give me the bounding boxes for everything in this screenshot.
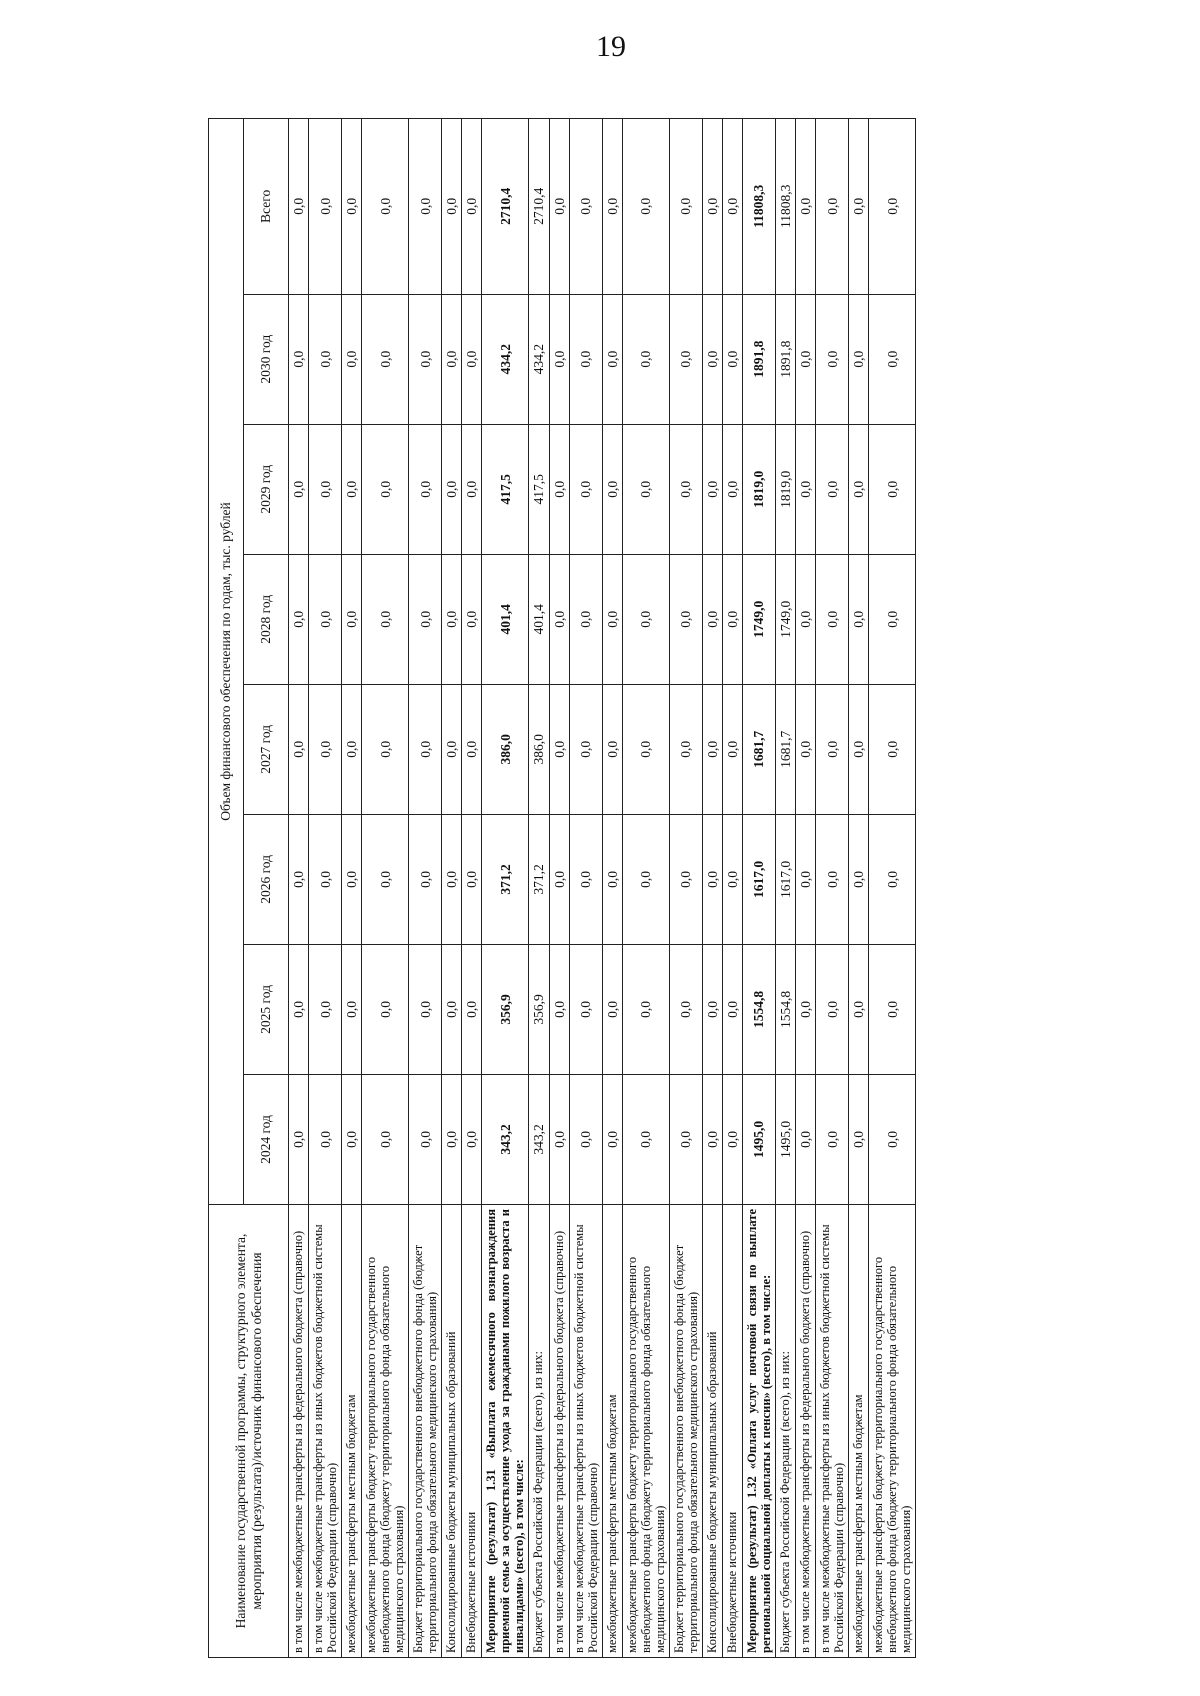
value-cell: 0,0 [342, 119, 362, 295]
value-cell: 1891,8 [775, 294, 795, 424]
value-cell: 0,0 [669, 684, 702, 814]
table-row [309, 119, 342, 1658]
value-cell: 0,0 [816, 944, 849, 1074]
value-cell: 0,0 [342, 294, 362, 424]
value-cell: 0,0 [622, 294, 669, 424]
value-cell: 434,2 [529, 294, 549, 424]
table-row [796, 119, 816, 1658]
value-cell: 1554,8 [775, 944, 795, 1074]
row-name-cell: в том числе межбюджетные трансферты из иных бюджетов бюджетной системы Российской Федерации (справочно) [309, 1205, 342, 1658]
value-cell: 0,0 [849, 119, 869, 295]
table-row [722, 119, 742, 1658]
value-cell: 0,0 [869, 684, 916, 814]
table-row [569, 119, 602, 1658]
value-cell: 0,0 [362, 424, 409, 554]
value-cell: 0,0 [796, 684, 816, 814]
value-cell: 0,0 [602, 814, 622, 944]
value-cell: 0,0 [409, 119, 442, 295]
table-body [289, 119, 916, 1658]
value-cell: 0,0 [362, 294, 409, 424]
row-name-cell: Внебюджетные источники [722, 1205, 742, 1658]
value-cell: 0,0 [462, 119, 482, 295]
value-cell: 0,0 [409, 814, 442, 944]
value-cell: 0,0 [289, 944, 309, 1074]
rotated-table-frame [208, 118, 1058, 1658]
value-cell: 0,0 [549, 1074, 569, 1204]
row-name-cell: межбюджетные трансферты бюджету территориального государственного внебюджетного фонда (бюджету территориального фонда обязательного медицинского страхования) [869, 1205, 916, 1658]
financing-table [208, 118, 916, 1658]
value-cell: 0,0 [796, 119, 816, 295]
value-cell: 0,0 [669, 1074, 702, 1204]
row-name-cell: межбюджетные трансферты местным бюджетам [602, 1205, 622, 1658]
header-year-2027: 2027 год [244, 684, 289, 814]
value-cell: 0,0 [289, 684, 309, 814]
row-name-cell: в том числе межбюджетные трансферты из федерального бюджета (справочно) [796, 1205, 816, 1658]
table-row [442, 119, 462, 1658]
value-cell: 1891,8 [742, 294, 775, 424]
row-name-cell: в том числе межбюджетные трансферты из федерального бюджета (справочно) [289, 1205, 309, 1658]
value-cell: 0,0 [816, 119, 849, 295]
value-cell: 0,0 [702, 294, 722, 424]
row-name-cell: межбюджетные трансферты бюджету территориального государственного внебюджетного фонда (бюджету территориального фонда обязательного медицинского страхования) [362, 1205, 409, 1658]
value-cell: 0,0 [622, 944, 669, 1074]
value-cell: 0,0 [442, 554, 462, 684]
value-cell: 0,0 [869, 294, 916, 424]
header-total: Всего [244, 119, 289, 295]
value-cell: 0,0 [622, 554, 669, 684]
value-cell: 0,0 [462, 684, 482, 814]
table-row [462, 119, 482, 1658]
value-cell: 0,0 [702, 424, 722, 554]
value-cell: 0,0 [816, 814, 849, 944]
value-cell: 356,9 [529, 944, 549, 1074]
value-cell: 0,0 [602, 944, 622, 1074]
value-cell: 0,0 [869, 554, 916, 684]
table-row [602, 119, 622, 1658]
header-year-2029: 2029 год [244, 424, 289, 554]
value-cell: 371,2 [482, 814, 529, 944]
header-year-2026: 2026 год [244, 814, 289, 944]
row-name-cell: межбюджетные трансферты местным бюджетам [342, 1205, 362, 1658]
value-cell: 0,0 [816, 424, 849, 554]
value-cell: 0,0 [289, 119, 309, 295]
value-cell: 0,0 [309, 944, 342, 1074]
value-cell: 0,0 [342, 814, 362, 944]
value-cell: 0,0 [342, 554, 362, 684]
value-cell: 0,0 [409, 684, 442, 814]
row-name-cell: межбюджетные трансферты местным бюджетам [849, 1205, 869, 1658]
table-row [529, 119, 549, 1658]
value-cell: 11808,3 [742, 119, 775, 295]
row-name-cell: межбюджетные трансферты бюджету территориального государственного внебюджетного фонда (бюджету территориального фонда обязательного медицинского страхования) [622, 1205, 669, 1658]
value-cell: 0,0 [362, 119, 409, 295]
value-cell: 2710,4 [529, 119, 549, 295]
value-cell: 0,0 [342, 944, 362, 1074]
table-row [622, 119, 669, 1658]
value-cell: 0,0 [549, 684, 569, 814]
row-name-cell: в том числе межбюджетные трансферты из иных бюджетов бюджетной системы Российской Федерации (справочно) [569, 1205, 602, 1658]
value-cell: 0,0 [849, 1074, 869, 1204]
value-cell: 0,0 [409, 944, 442, 1074]
value-cell: 0,0 [702, 1074, 722, 1204]
header-name-cell: Наименование государственной программы, структурного элемента, мероприятия (результата)/источник финансового обеспечения [209, 1205, 289, 1658]
value-cell: 0,0 [342, 684, 362, 814]
value-cell: 0,0 [796, 424, 816, 554]
header-year-2030: 2030 год [244, 294, 289, 424]
value-cell: 0,0 [796, 1074, 816, 1204]
table-row [342, 119, 362, 1658]
value-cell: 0,0 [702, 944, 722, 1074]
value-cell: 1749,0 [775, 554, 795, 684]
value-cell: 0,0 [409, 294, 442, 424]
value-cell: 0,0 [462, 944, 482, 1074]
value-cell: 0,0 [362, 944, 409, 1074]
value-cell: 0,0 [796, 944, 816, 1074]
table-row [742, 119, 775, 1658]
value-cell: 0,0 [462, 294, 482, 424]
value-cell: 0,0 [849, 944, 869, 1074]
value-cell: 0,0 [869, 119, 916, 295]
value-cell: 434,2 [482, 294, 529, 424]
row-name-cell: Внебюджетные источники [462, 1205, 482, 1658]
value-cell: 0,0 [869, 944, 916, 1074]
value-cell: 0,0 [462, 424, 482, 554]
value-cell: 0,0 [549, 944, 569, 1074]
rotated-table-content [208, 118, 1058, 1658]
value-cell: 417,5 [529, 424, 549, 554]
value-cell: 1681,7 [742, 684, 775, 814]
row-name-cell: Мероприятие (результат) 1.32 «Оплата услуг почтовой связи по выплате региональной социальной доплаты к пенсии» (всего), в том числе: [742, 1205, 775, 1658]
value-cell: 0,0 [442, 1074, 462, 1204]
row-name-cell: Консолидированные бюджеты муниципальных образований [702, 1205, 722, 1658]
row-name-cell: Консолидированные бюджеты муниципальных образований [442, 1205, 462, 1658]
value-cell: 0,0 [722, 944, 742, 1074]
value-cell: 0,0 [622, 119, 669, 295]
row-name-cell: Бюджет субъекта Российской Федерации (всего), из них: [529, 1205, 549, 1658]
row-name-cell: Мероприятие (результат) 1.31 «Выплата ежемесячного вознаграждения приемной семье за осуществление ухода за гражданами пожилого возраста и инвалидами» (всего), в том числе: [482, 1205, 529, 1658]
value-cell: 0,0 [722, 814, 742, 944]
row-name-cell: Бюджет территориального государственного внебюджетного фонда (бюджет территориального фонда обязательного медицинского страхования) [669, 1205, 702, 1658]
table-row [775, 119, 795, 1658]
table-row [869, 119, 916, 1658]
header-year-2028: 2028 год [244, 554, 289, 684]
value-cell: 0,0 [289, 1074, 309, 1204]
value-cell: 401,4 [482, 554, 529, 684]
value-cell: 0,0 [549, 119, 569, 295]
row-name-cell: Бюджет субъекта Российской Федерации (всего), из них: [775, 1205, 795, 1658]
value-cell: 343,2 [482, 1074, 529, 1204]
value-cell: 0,0 [442, 119, 462, 295]
header-year-2025: 2025 год [244, 944, 289, 1074]
value-cell: 0,0 [309, 684, 342, 814]
value-cell: 1617,0 [742, 814, 775, 944]
value-cell: 0,0 [442, 424, 462, 554]
value-cell: 0,0 [442, 814, 462, 944]
value-cell: 0,0 [622, 1074, 669, 1204]
value-cell: 1495,0 [775, 1074, 795, 1204]
value-cell: 0,0 [289, 814, 309, 944]
value-cell: 386,0 [482, 684, 529, 814]
table-row [702, 119, 722, 1658]
value-cell: 1819,0 [775, 424, 795, 554]
value-cell: 0,0 [289, 294, 309, 424]
row-name-cell: в том числе межбюджетные трансферты из иных бюджетов бюджетной системы Российской Федерации (справочно) [816, 1205, 849, 1658]
value-cell: 0,0 [669, 554, 702, 684]
value-cell: 0,0 [816, 294, 849, 424]
value-cell: 0,0 [796, 294, 816, 424]
value-cell: 0,0 [602, 424, 622, 554]
value-cell: 0,0 [569, 554, 602, 684]
value-cell: 0,0 [309, 119, 342, 295]
value-cell: 417,5 [482, 424, 529, 554]
value-cell: 0,0 [869, 814, 916, 944]
value-cell: 1495,0 [742, 1074, 775, 1204]
value-cell: 0,0 [569, 424, 602, 554]
value-cell: 343,2 [529, 1074, 549, 1204]
value-cell: 0,0 [722, 294, 742, 424]
value-cell: 0,0 [362, 684, 409, 814]
value-cell: 0,0 [289, 554, 309, 684]
row-name-cell: в том числе межбюджетные трансферты из федерального бюджета (справочно) [549, 1205, 569, 1658]
value-cell: 0,0 [669, 294, 702, 424]
value-cell: 0,0 [342, 1074, 362, 1204]
value-cell: 0,0 [669, 119, 702, 295]
value-cell: 0,0 [622, 684, 669, 814]
value-cell: 0,0 [549, 814, 569, 944]
value-cell: 0,0 [309, 294, 342, 424]
value-cell: 0,0 [569, 119, 602, 295]
value-cell: 0,0 [722, 554, 742, 684]
table-row [816, 119, 849, 1658]
value-cell: 0,0 [816, 684, 849, 814]
value-cell: 0,0 [622, 424, 669, 554]
value-cell: 0,0 [849, 554, 869, 684]
value-cell: 0,0 [816, 554, 849, 684]
value-cell: 0,0 [669, 944, 702, 1074]
value-cell: 0,0 [796, 814, 816, 944]
value-cell: 0,0 [309, 424, 342, 554]
value-cell: 0,0 [462, 554, 482, 684]
value-cell: 0,0 [569, 944, 602, 1074]
value-cell: 0,0 [362, 554, 409, 684]
value-cell: 0,0 [869, 424, 916, 554]
table-row [549, 119, 569, 1658]
value-cell: 1617,0 [775, 814, 795, 944]
value-cell: 0,0 [409, 554, 442, 684]
value-cell: 0,0 [309, 814, 342, 944]
value-cell: 0,0 [849, 684, 869, 814]
value-cell: 0,0 [669, 424, 702, 554]
header-year-2024: 2024 год [244, 1074, 289, 1204]
value-cell: 0,0 [309, 1074, 342, 1204]
value-cell: 0,0 [289, 424, 309, 554]
value-cell: 0,0 [849, 424, 869, 554]
value-cell: 371,2 [529, 814, 549, 944]
value-cell: 0,0 [702, 119, 722, 295]
table-row [289, 119, 309, 1658]
value-cell: 0,0 [549, 294, 569, 424]
value-cell: 0,0 [442, 944, 462, 1074]
value-cell: 0,0 [462, 1074, 482, 1204]
value-cell: 1681,7 [775, 684, 795, 814]
value-cell: 0,0 [702, 684, 722, 814]
value-cell: 1749,0 [742, 554, 775, 684]
value-cell: 0,0 [409, 1074, 442, 1204]
value-cell: 386,0 [529, 684, 549, 814]
value-cell: 0,0 [569, 684, 602, 814]
value-cell: 0,0 [669, 814, 702, 944]
header-row-top [209, 119, 244, 1658]
value-cell: 0,0 [602, 684, 622, 814]
value-cell: 0,0 [702, 814, 722, 944]
value-cell: 0,0 [602, 119, 622, 295]
value-cell: 0,0 [362, 814, 409, 944]
value-cell: 0,0 [722, 119, 742, 295]
table-row [409, 119, 442, 1658]
value-cell: 0,0 [569, 814, 602, 944]
value-cell: 0,0 [869, 1074, 916, 1204]
table-row [482, 119, 529, 1658]
value-cell: 0,0 [549, 554, 569, 684]
table-row [362, 119, 409, 1658]
value-cell: 11808,3 [775, 119, 795, 295]
value-cell: 356,9 [482, 944, 529, 1074]
value-cell: 1554,8 [742, 944, 775, 1074]
value-cell: 0,0 [702, 554, 722, 684]
value-cell: 0,0 [849, 294, 869, 424]
value-cell: 0,0 [549, 424, 569, 554]
value-cell: 401,4 [529, 554, 549, 684]
value-cell: 0,0 [442, 684, 462, 814]
value-cell: 0,0 [622, 814, 669, 944]
value-cell: 0,0 [602, 554, 622, 684]
row-name-cell: Бюджет территориального государственного внебюджетного фонда (бюджет территориального фонда обязательного медицинского страхования) [409, 1205, 442, 1658]
value-cell: 1819,0 [742, 424, 775, 554]
value-cell: 0,0 [722, 1074, 742, 1204]
header-volume-cell: Объем финансового обеспечения по годам, тыс. рублей [209, 119, 244, 1205]
value-cell: 2710,4 [482, 119, 529, 295]
value-cell: 0,0 [462, 814, 482, 944]
value-cell: 0,0 [569, 294, 602, 424]
value-cell: 0,0 [602, 294, 622, 424]
value-cell: 0,0 [602, 1074, 622, 1204]
value-cell: 0,0 [342, 424, 362, 554]
value-cell: 0,0 [722, 424, 742, 554]
value-cell: 0,0 [849, 814, 869, 944]
page-number: 19 [596, 30, 626, 63]
table-row [849, 119, 869, 1658]
value-cell: 0,0 [796, 554, 816, 684]
value-cell: 0,0 [442, 294, 462, 424]
value-cell: 0,0 [409, 424, 442, 554]
value-cell: 0,0 [362, 1074, 409, 1204]
table-row [669, 119, 702, 1658]
value-cell: 0,0 [309, 554, 342, 684]
value-cell: 0,0 [816, 1074, 849, 1204]
value-cell: 0,0 [569, 1074, 602, 1204]
value-cell: 0,0 [722, 684, 742, 814]
